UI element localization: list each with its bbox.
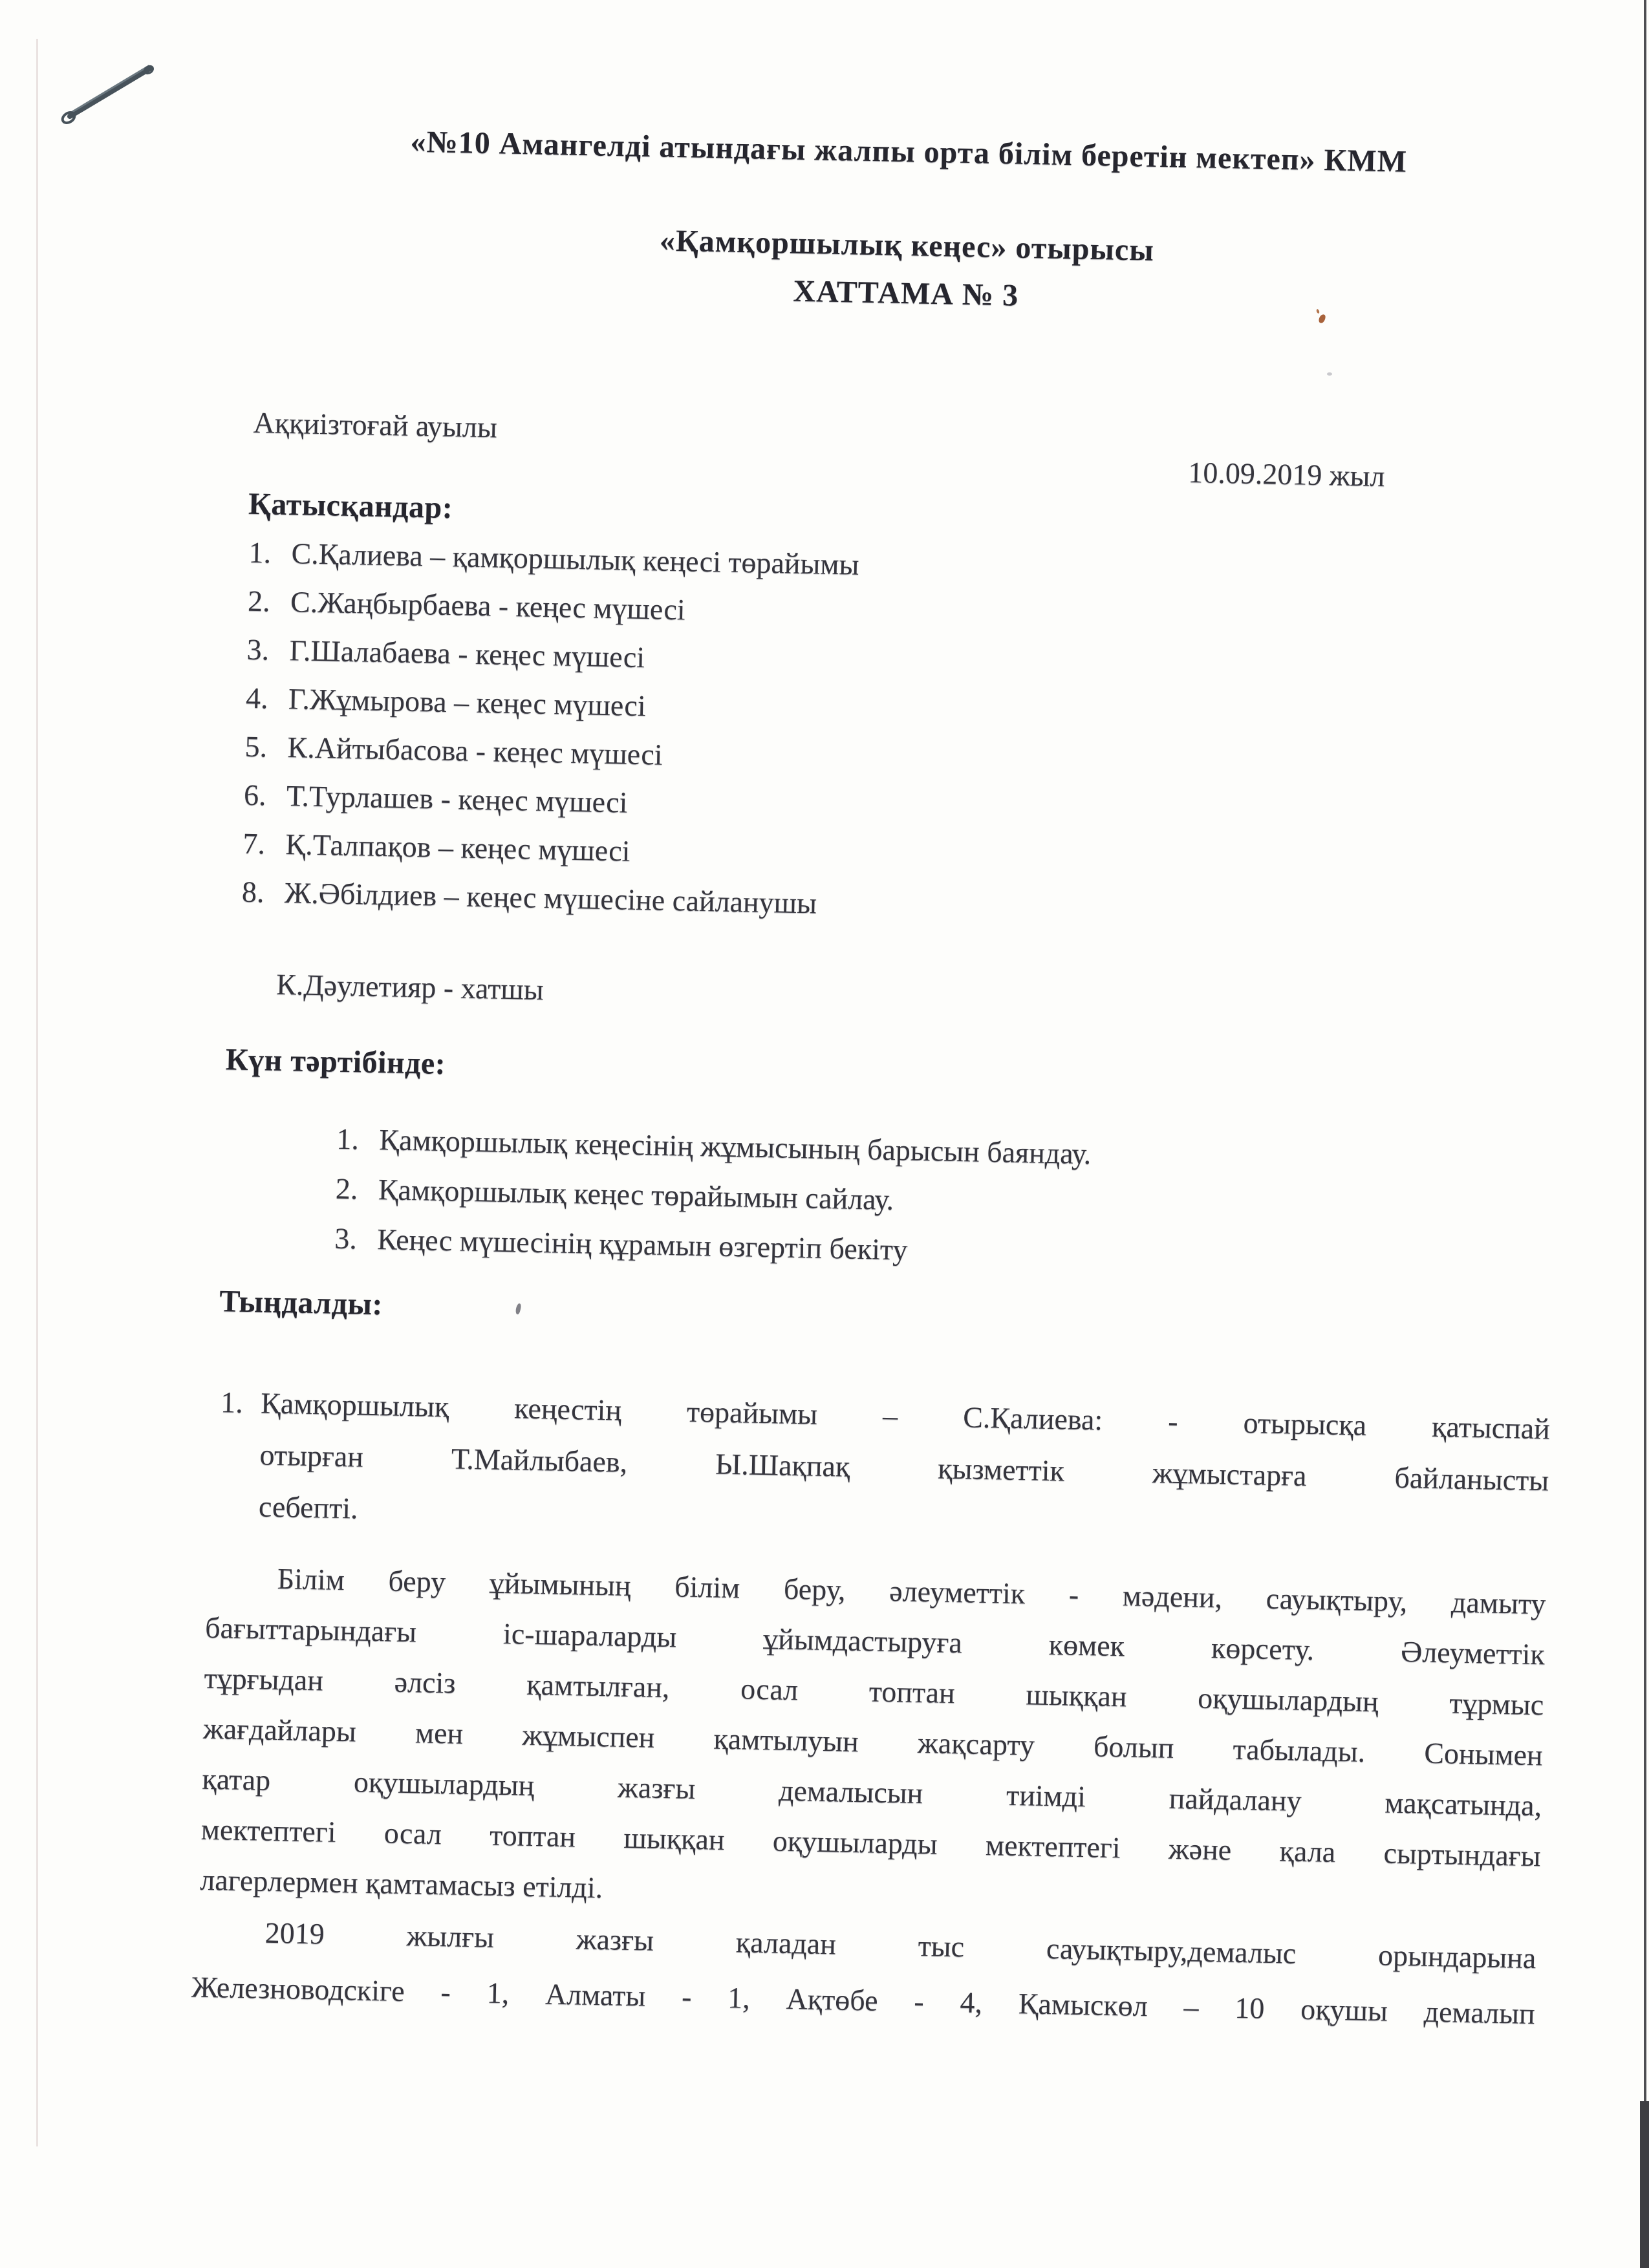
agenda-item: Қамқоршылық кеңесінің жұмысының барысын баяндау. [378,1123,1092,1171]
attendee-item: С.Жаңбырбаева - кеңес мүшесі [290,585,686,626]
text-line: отырған Т.Майлыбаев, Ы.Шақпақ қызметтік жұмыстарға байланысты [259,1438,1549,1497]
heard-heading: Тыңдалды: [219,1284,383,1322]
body-paragraph-1 [200,1552,1547,1932]
text-line: мектептегі осал топтан шыққан оқушыларды мектептегі және қала сыртындағы [200,1812,1542,1873]
scan-right-edge-shadow [1640,2101,1649,2268]
protocol-number: ХАТТАМА № 3 [793,273,1019,313]
attendee-item: Г.Жұмырова – кеңес мүшесі [288,682,647,723]
meeting-title: «Қамқоршылық кеңес» отырысы [659,223,1155,268]
text-line: тұрғыдан әлсіз қамтылған, осал топтан шыққан оқушылардың тұрмыс [204,1661,1544,1722]
text-line: жағдайлары мен жұмыспен қамтылуын жақсарту болып табылады. Сонымен [202,1711,1544,1772]
text-line: қатар оқушылардың жазғы демалысын тиімді пайдалану мақсатында, [202,1762,1542,1823]
text-line: лагерлермен қамтамасыз етілді. [199,1863,603,1905]
village-name: Аққиізтоғай ауылы [253,405,498,444]
meeting-date: 10.09.2019 жыл [1187,455,1386,493]
attendees-list [241,535,859,936]
heard-item-number: 1. [220,1385,244,1419]
attendee-item: Ж.Әбілдиев – кеңес мүшесіне сайланушы [284,876,817,920]
agenda-item: Кеңес мүшесінің құрамын өзгертіп бекіту [376,1223,908,1267]
attendee-item: Г.Шалабаева - кеңес мүшесі [289,634,645,674]
secretary-line: К.Дәулетияр - хатшы [275,967,544,1007]
text-line: Білім беру ұйымының білім беру, әлеуметтік - мәдени, сауықтыру, дамыту [277,1562,1546,1621]
attendee-item: Қ.Талпақов – кеңес мүшесі [285,828,631,868]
scan-right-edge-line [1644,0,1646,2268]
text-line: Железноводскіге - 1, Алматы - 1, Ақтөбе - 4, Қамыскөл – 10 оқушы демалып [191,1970,1536,2031]
agenda-list [334,1122,1091,1286]
attendee-item: С.Қалиева – қамқоршылық кеңесі төрайымы [291,537,860,581]
attendee-item: К.Айтыбасова - кеңес мүшесі [287,731,663,771]
text-line: себепті. [258,1490,359,1525]
text-line: 2019 жылғы жазғы қаладан тыс сауықтыру,демалыс орындарына [264,1916,1536,1975]
text-line: бағыттарындағы іс-шараларды ұйымдастыруға көмек көрсету. Әлеуметтік [204,1610,1546,1671]
org-title: «№10 Амангелді атындағы жалпы орта білім беретін мектеп» КММ [410,124,1408,179]
heard-item [218,1376,1550,1558]
attendee-item: Т.Турлашев - кеңес мүшесі [286,779,628,819]
agenda-item: Қамқоршылық кеңес төрайымын сайлау. [378,1173,894,1217]
text-line: Қамқоршылық кеңестің төрайымы – С.Қалиева: - отырысқа қатыспай [260,1386,1551,1446]
attendees-heading: Қатысқандар: [248,486,453,526]
heard-item-text [258,1377,1550,1558]
agenda-heading: Күн тәртібінде: [225,1042,446,1082]
